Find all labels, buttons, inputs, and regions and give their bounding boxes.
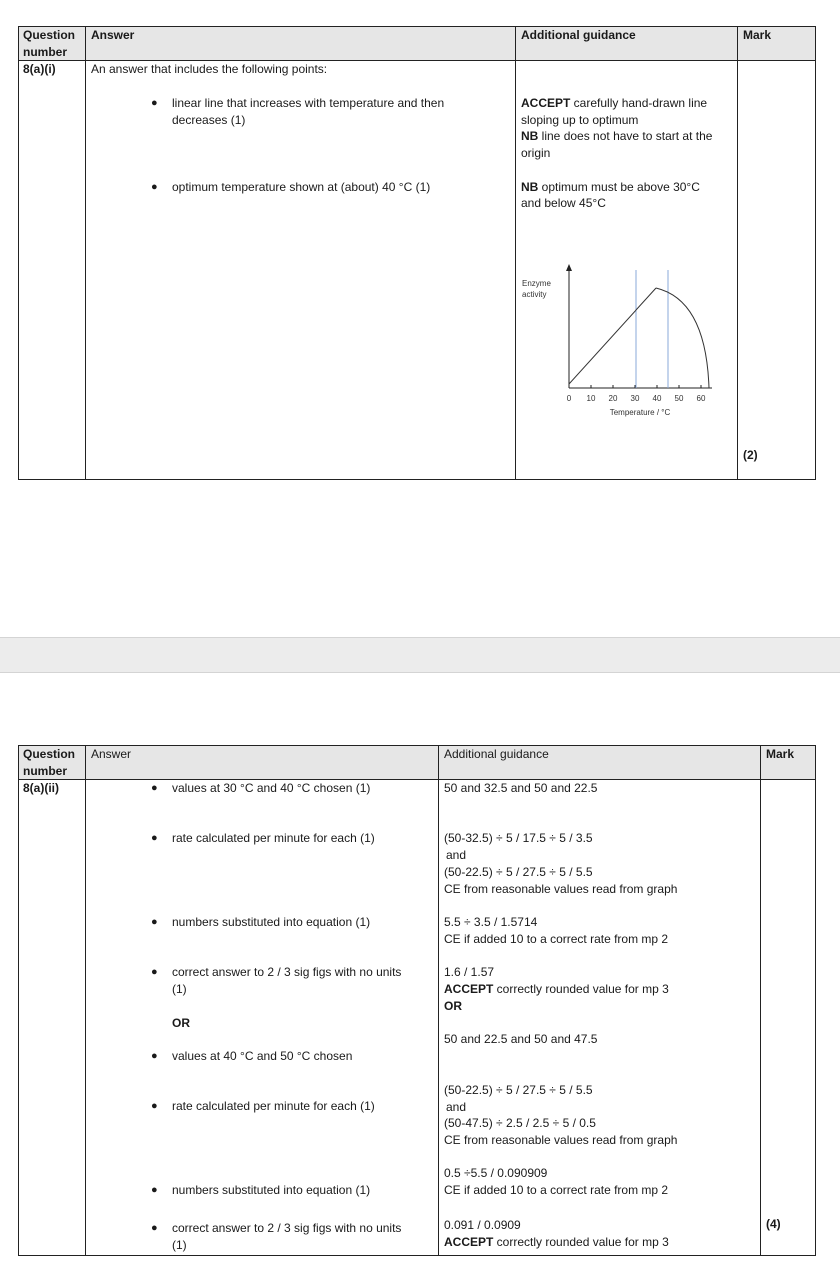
graph-x-tick-label: 40 <box>652 394 662 403</box>
page-separator-edge <box>0 672 840 673</box>
guidance-line: 0.091 / 0.0909 <box>444 1218 521 1232</box>
answer-point-cont: (1) <box>172 982 187 996</box>
bullet-dot: ● <box>151 782 158 794</box>
bullet-dot: ● <box>151 916 158 928</box>
answer-point: correct answer to 2 / 3 sig figs with no units <box>172 1221 402 1235</box>
mark-value: (4) <box>766 1217 781 1231</box>
guidance-line: NB optimum must be above 30°C <box>521 180 700 194</box>
graph-falling-curve <box>656 288 709 388</box>
guidance-line: 50 and 22.5 and 50 and 47.5 <box>444 1032 598 1046</box>
bullet-dot: ● <box>151 966 158 978</box>
guidance-line: 0.5 ÷5.5 / 0.090909 <box>444 1166 548 1180</box>
guidance-line: 50 and 32.5 and 50 and 22.5 <box>444 781 598 795</box>
graph-y-axis-arrow <box>566 264 572 271</box>
mark-value: (2) <box>743 448 758 462</box>
answer-point: rate calculated per minute for each (1) <box>172 1099 375 1113</box>
or-separator: OR <box>172 1016 190 1030</box>
answer-point: numbers substituted into equation (1) <box>172 915 371 929</box>
guidance-line: (50-22.5) ÷ 5 / 27.5 ÷ 5 / 5.5 <box>444 1083 593 1097</box>
guidance-or: OR <box>444 999 462 1013</box>
page-separator <box>0 637 840 673</box>
answer-point: numbers substituted into equation (1) <box>172 1183 371 1197</box>
guidance-line: and <box>446 848 467 862</box>
graph-x-tick-label: 50 <box>674 394 684 403</box>
header-answer: Answer <box>91 747 132 761</box>
graph-x-tick-label: 60 <box>696 394 706 403</box>
answer-intro: An answer that includes the following points: <box>91 62 328 76</box>
guidance-line: and <box>446 1100 467 1114</box>
answer-point: optimum temperature shown at (about) 40 °C (1) <box>172 180 431 194</box>
enzyme-activity-sketch <box>516 260 736 425</box>
graph-ylabel-line2: activity <box>522 290 547 299</box>
graph-x-tick-label: 20 <box>608 394 618 403</box>
guidance-keyword: ACCEPT <box>444 1235 494 1249</box>
answer-point: linear line that increases with temperature and then <box>172 96 445 110</box>
guidance-line: ACCEPT correctly rounded value for mp 3 <box>444 982 669 996</box>
bullet-dot: ● <box>151 1222 158 1234</box>
guidance-line: ACCEPT correctly rounded value for mp 3 <box>444 1235 669 1249</box>
page-separator-edge <box>0 637 840 638</box>
graph-x-tick-label: 0 <box>566 394 572 403</box>
table2-header-row <box>18 745 816 780</box>
guidance-line: (50-47.5) ÷ 2.5 / 2.5 ÷ 5 / 0.5 <box>444 1116 596 1130</box>
answer-point-cont: (1) <box>172 1238 187 1252</box>
guidance-keyword: ACCEPT <box>444 982 494 996</box>
guidance-line: CE if added 10 to a correct rate from mp 2 <box>444 932 669 946</box>
header-mark: Mark <box>766 747 795 761</box>
graph-x-tick-label: 10 <box>586 394 596 403</box>
bullet-dot: ● <box>151 181 158 193</box>
guidance-line: (50-32.5) ÷ 5 / 17.5 ÷ 5 / 3.5 <box>444 831 593 845</box>
guidance-line: (50-22.5) ÷ 5 / 27.5 ÷ 5 / 5.5 <box>444 865 593 879</box>
guidance-line: CE if added 10 to a correct rate from mp 2 <box>444 1183 669 1197</box>
graph-ylabel-line1: Enzyme <box>522 279 551 288</box>
guidance-line: 5.5 ÷ 3.5 / 1.5714 <box>444 915 538 929</box>
answer-point: values at 30 °C and 40 °C chosen (1) <box>172 781 371 795</box>
header-mark: Mark <box>743 28 772 42</box>
answer-point: values at 40 °C and 50 °C chosen <box>172 1049 353 1063</box>
table1-header-row <box>18 26 816 61</box>
bullet-dot: ● <box>151 1100 158 1112</box>
guidance-line: and below 45°C <box>521 196 606 210</box>
graph-rising-line <box>569 288 656 384</box>
bullet-dot: ● <box>151 97 158 109</box>
bullet-dot: ● <box>151 832 158 844</box>
guidance-line: sloping up to optimum <box>521 113 639 127</box>
guidance-keyword: NB <box>521 129 539 143</box>
bullet-dot: ● <box>151 1050 158 1062</box>
question-number: 8(a)(i) <box>23 62 56 76</box>
guidance-line: CE from reasonable values read from graph <box>444 1133 678 1147</box>
question-number: 8(a)(ii) <box>23 781 59 795</box>
header-question: Question <box>23 28 76 42</box>
bullet-dot: ● <box>151 1184 158 1196</box>
guidance-keyword: NB <box>521 180 539 194</box>
answer-point: rate calculated per minute for each (1) <box>172 831 375 845</box>
header-number: number <box>23 764 68 778</box>
guidance-keyword: ACCEPT <box>521 96 571 110</box>
graph-x-tick-label: 30 <box>630 394 640 403</box>
guidance-line: origin <box>521 146 551 160</box>
graph-xlabel: Temperature / °C <box>609 408 671 417</box>
header-guidance: Additional guidance <box>444 747 549 761</box>
guidance-line: 1.6 / 1.57 <box>444 965 495 979</box>
guidance-line: NB line does not have to start at the <box>521 129 713 143</box>
answer-point: correct answer to 2 / 3 sig figs with no units <box>172 965 402 979</box>
guidance-line: ACCEPT carefully hand-drawn line <box>521 96 708 110</box>
header-guidance: Additional guidance <box>521 28 636 42</box>
answer-point-cont: decreases (1) <box>172 113 246 127</box>
header-number: number <box>23 45 68 59</box>
header-question: Question <box>23 747 76 761</box>
guidance-line: CE from reasonable values read from graph <box>444 882 678 896</box>
header-answer: Answer <box>91 28 135 42</box>
